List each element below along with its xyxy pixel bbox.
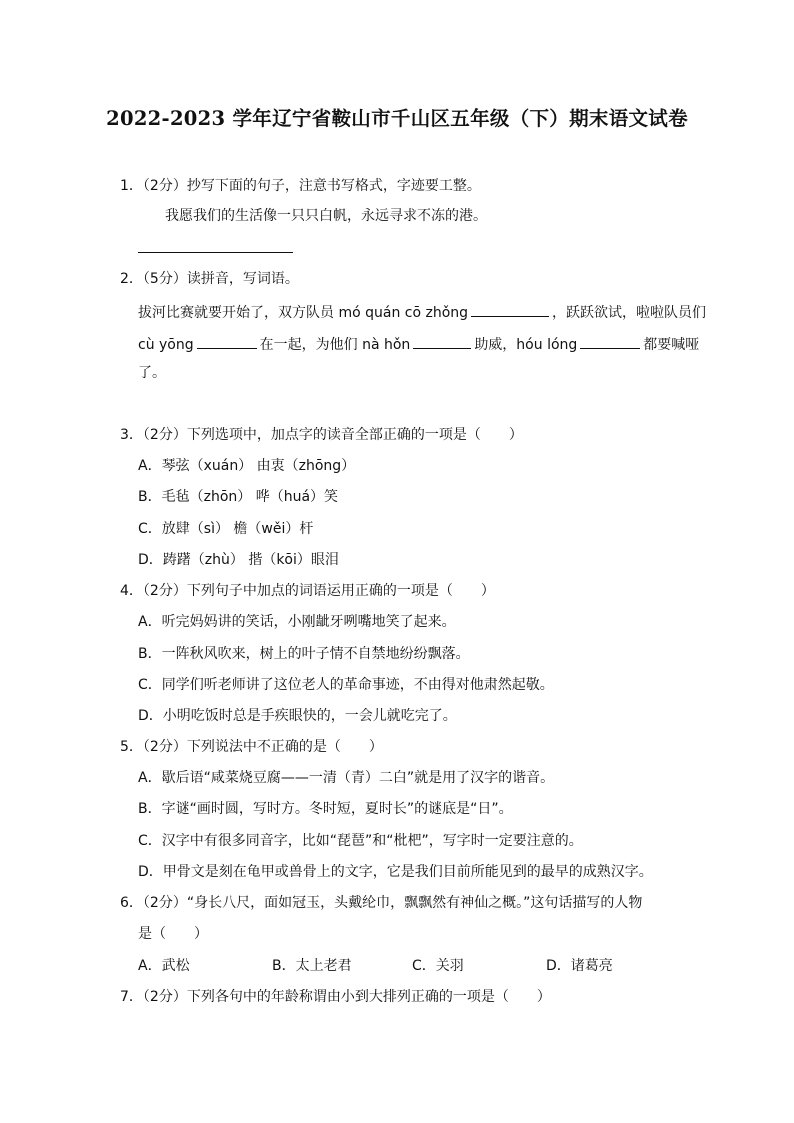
question-4-option-a[interactable]: A．听完妈妈讲的笑话，小刚龇牙咧嘴地笑了起来。 [138, 614, 456, 630]
question-4-option-d[interactable]: D．小明吃饭时总是手疾眼快的，一会儿就吃完了。 [138, 708, 457, 724]
question-4-option-b[interactable]: B．一阵秋风吹来，树上的叶子情不自禁地纷纷飘落。 [138, 646, 470, 662]
question-3-option-a[interactable]: A．琴弦（xuán） 由衷（zhōng） [138, 458, 356, 474]
question-6-option-d[interactable]: D．诸葛亮 [546, 958, 613, 974]
question-2-blank-1[interactable] [471, 301, 549, 317]
question-3-stem: 3．（2分）下列选项中，加点字的读音全部正确的一项是（ ） [120, 427, 523, 443]
question-1-sentence: 我愿我们的生活像一只只白帆，永远寻求不冻的港。 [165, 208, 487, 224]
question-6-option-c[interactable]: C．关羽 [412, 958, 464, 974]
question-2-text-2d: 都要喊哑 [643, 337, 700, 353]
question-2-stem: 2．（5分）读拼音，写词语。 [120, 271, 299, 287]
question-6-option-b[interactable]: B．太上老君 [272, 958, 352, 974]
question-2-line-2 [138, 333, 699, 354]
question-2-line-3: 了。 [138, 365, 166, 381]
question-1-answer-blank[interactable] [138, 252, 293, 253]
question-4-stem: 4．（2分）下列句子中加点的词语运用正确的一项是（ ） [120, 583, 495, 599]
question-4-option-c[interactable]: C．同学们听老师讲了这位老人的革命事迹，不由得对他肃然起敬。 [138, 677, 554, 693]
question-2-text-2c: 助威，hóu lóng [474, 337, 578, 353]
question-5-stem: 5．（2分）下列说法中不正确的是（ ） [120, 739, 383, 755]
question-2-blank-3[interactable] [413, 333, 471, 349]
page-title: 2022-2023 学年辽宁省鞍山市千山区五年级（下）期末语文试卷 [106, 107, 688, 130]
question-5-option-c[interactable]: C．汉字中有很多同音字，比如“琵琶”和“枇杷”，写字时一定要注意的。 [138, 833, 583, 849]
question-2-line-1 [138, 301, 706, 322]
question-2-text-1b: ，跃跃欲试，啦啦队员们 [552, 305, 707, 321]
question-2-text-1a: 拔河比赛就要开始了，双方队员 mó quán cō zhǒng [138, 305, 469, 321]
question-6-stem-line-1: 6．（2分）“身长八尺，面如冠玉，头戴纶巾，飘飘然有神仙之概。”这句话描写的人物 [120, 895, 643, 911]
question-7-stem: 7．（2分）下列各句中的年龄称谓由小到大排列正确的一项是（ ） [120, 989, 551, 1005]
question-6-stem-line-2: 是（ ） [138, 926, 208, 942]
question-5-option-d[interactable]: D．甲骨文是刻在龟甲或兽骨上的文字，它是我们目前所能见到的最早的成熟汉字。 [138, 864, 653, 880]
question-2-blank-4[interactable] [580, 333, 640, 349]
question-2-text-2a: cù yōng [138, 337, 194, 353]
question-3-option-c[interactable]: C．放肆（sì） 檐（wěi）杆 [138, 521, 314, 537]
question-1-stem: 1．（2分）抄写下面的句子，注意书写格式，字迹要工整。 [120, 178, 481, 194]
question-2-blank-2[interactable] [197, 333, 257, 349]
question-6-option-a[interactable]: A．武松 [138, 958, 190, 974]
question-5-option-a[interactable]: A．歇后语“咸菜烧豆腐——一清（青）二白”就是用了汉字的谐音。 [138, 770, 555, 786]
question-3-option-d[interactable]: D．踌躇（zhù） 揩（kōi）眼泪 [138, 552, 339, 568]
question-5-option-b[interactable]: B．字谜“画时圆，写时方。冬时短，夏时长”的谜底是“日”。 [138, 801, 513, 817]
question-3-option-b[interactable]: B．毛毡（zhōn） 哗（huá）笑 [138, 489, 339, 505]
question-2-text-2b: 在一起，为他们 nà hǒn [259, 337, 411, 353]
